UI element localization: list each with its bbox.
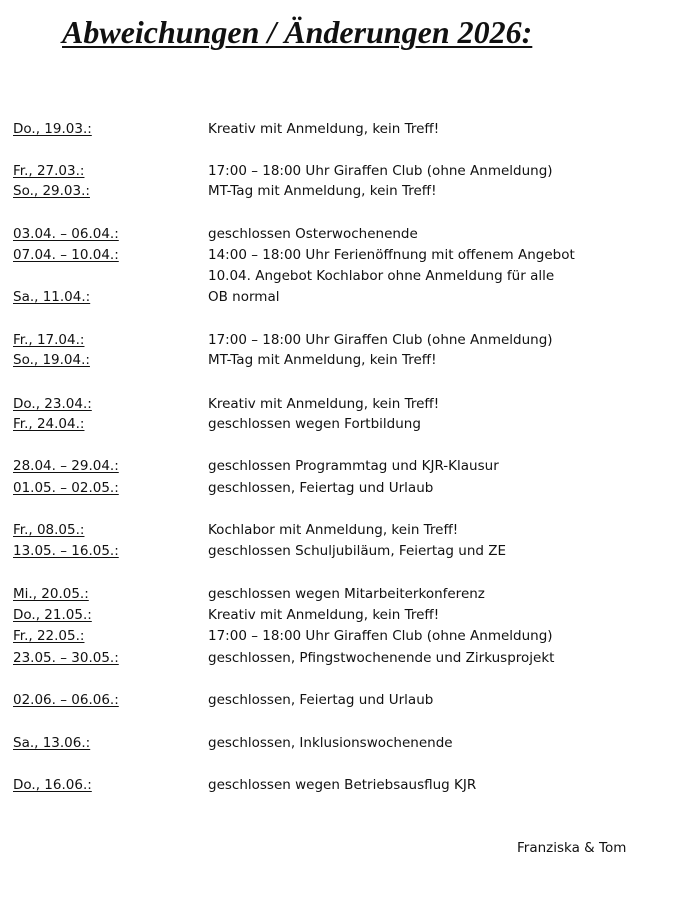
entry-date: So., 19.04.: bbox=[13, 352, 90, 368]
schedule-row bbox=[0, 245, 691, 265]
schedule-row bbox=[0, 224, 691, 244]
entry-text: geschlossen, Feiertag und Urlaub bbox=[208, 480, 434, 496]
schedule-row bbox=[0, 350, 691, 370]
schedule-row bbox=[0, 330, 691, 350]
entry-text: geschlossen, Pfingstwochenende und Zirkusprojekt bbox=[208, 650, 555, 666]
entry-date: So., 29.03.: bbox=[13, 183, 90, 199]
entry-text: Kreativ mit Anmeldung, kein Treff! bbox=[208, 121, 440, 137]
entry-text: geschlossen wegen Betriebsausflug KJR bbox=[208, 777, 477, 793]
entry-text: geschlossen Osterwochenende bbox=[208, 226, 418, 242]
entry-text: MT-Tag mit Anmeldung, kein Treff! bbox=[208, 183, 437, 199]
schedule-row bbox=[0, 478, 691, 498]
entry-text: 10.04. Angebot Kochlabor ohne Anmeldung für alle bbox=[208, 268, 555, 284]
entry-text: Kreativ mit Anmeldung, kein Treff! bbox=[208, 607, 440, 623]
schedule-row bbox=[0, 605, 691, 625]
entry-text: Kreativ mit Anmeldung, kein Treff! bbox=[208, 396, 440, 412]
entry-text: 17:00 – 18:00 Uhr Giraffen Club (ohne Anmeldung) bbox=[208, 628, 553, 644]
schedule-row bbox=[0, 626, 691, 646]
entry-date: 02.06. – 06.06.: bbox=[13, 692, 119, 708]
entry-date: Fr., 17.04.: bbox=[13, 332, 85, 348]
entry-date: Mi., 20.05.: bbox=[13, 586, 89, 602]
schedule-row bbox=[0, 394, 691, 414]
entry-date: 13.05. – 16.05.: bbox=[13, 543, 119, 559]
entry-text: OB normal bbox=[208, 289, 280, 305]
entry-date: 01.05. – 02.05.: bbox=[13, 480, 119, 496]
entry-date: 23.05. – 30.05.: bbox=[13, 650, 119, 666]
schedule-row bbox=[0, 775, 691, 795]
entry-date: Do., 21.05.: bbox=[13, 607, 92, 623]
entry-date: 07.04. – 10.04.: bbox=[13, 247, 119, 263]
entry-date: Do., 19.03.: bbox=[13, 121, 92, 137]
entry-text: Kochlabor mit Anmeldung, kein Treff! bbox=[208, 522, 459, 538]
entry-date: Sa., 13.06.: bbox=[13, 735, 91, 751]
schedule-row bbox=[0, 119, 691, 139]
entry-text: geschlossen, Feiertag und Urlaub bbox=[208, 692, 434, 708]
schedule-row bbox=[0, 690, 691, 710]
entry-date: Fr., 08.05.: bbox=[13, 522, 85, 538]
schedule-row bbox=[0, 584, 691, 604]
schedule-row bbox=[0, 520, 691, 540]
entry-text: geschlossen Programmtag und KJR-Klausur bbox=[208, 458, 499, 474]
entry-date: Fr., 22.05.: bbox=[13, 628, 85, 644]
schedule-row bbox=[0, 287, 691, 307]
entry-text: 14:00 – 18:00 Uhr Ferienöffnung mit offenem Angebot bbox=[208, 247, 575, 263]
entry-date: Sa., 11.04.: bbox=[13, 289, 91, 305]
schedule-row bbox=[0, 541, 691, 561]
page-title: Abweichungen / Änderungen 2026: bbox=[62, 14, 533, 50]
entry-text: geschlossen Schuljubiläum, Feiertag und ZE bbox=[208, 543, 507, 559]
entry-text: geschlossen wegen Fortbildung bbox=[208, 416, 421, 432]
entry-text: 17:00 – 18:00 Uhr Giraffen Club (ohne Anmeldung) bbox=[208, 163, 553, 179]
schedule-row bbox=[0, 414, 691, 434]
entry-text: geschlossen wegen Mitarbeiterkonferenz bbox=[208, 586, 485, 602]
schedule-row bbox=[0, 456, 691, 476]
schedule-row bbox=[0, 181, 691, 201]
entry-text: 17:00 – 18:00 Uhr Giraffen Club (ohne Anmeldung) bbox=[208, 332, 553, 348]
schedule-row bbox=[0, 733, 691, 753]
schedule-row bbox=[0, 648, 691, 668]
entry-text: MT-Tag mit Anmeldung, kein Treff! bbox=[208, 352, 437, 368]
entry-date: Fr., 27.03.: bbox=[13, 163, 85, 179]
schedule-row bbox=[0, 161, 691, 181]
entry-date: 03.04. – 06.04.: bbox=[13, 226, 119, 242]
entry-date: Do., 23.04.: bbox=[13, 396, 92, 412]
schedule-row bbox=[0, 266, 691, 286]
entry-text: geschlossen, Inklusionswochenende bbox=[208, 735, 453, 751]
entry-date: 28.04. – 29.04.: bbox=[13, 458, 119, 474]
entry-date: Do., 16.06.: bbox=[13, 777, 92, 793]
signature: Franziska & Tom bbox=[517, 840, 627, 856]
entry-date: Fr., 24.04.: bbox=[13, 416, 85, 432]
